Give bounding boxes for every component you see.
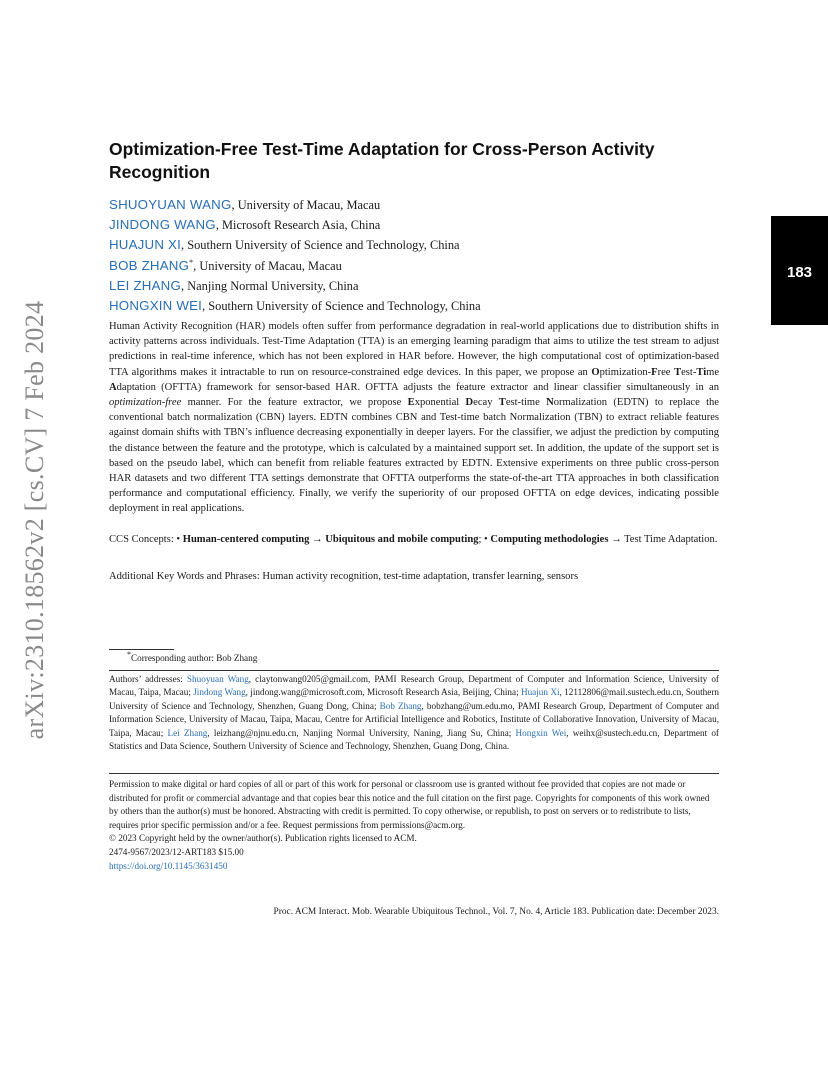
acronym-letter: D — [465, 396, 474, 408]
author-line — [109, 256, 729, 276]
ccs-concept: Human-centered computing → Ubiquitous and mobile computing — [182, 534, 479, 545]
arxiv-watermark — [10, 290, 60, 750]
footnote-divider — [109, 649, 174, 650]
acronym-letter: N — [546, 396, 554, 408]
author-link[interactable]: Hongxin Wei — [515, 727, 567, 738]
permission-divider — [109, 773, 719, 774]
abstract-text: est- — [681, 366, 697, 378]
abstract-text: me — [706, 366, 720, 378]
acronym-letter: T — [498, 396, 506, 408]
address-text: , bobzhang@um.edu.mo, PAMI Research Group, Department of Computer and Information Science, University of Macau, Taipa, Macau, Centre for Artificial Intelligence and Robotics, Institute of Collaborative Innovation, University of Macau, Taipa, Macau; — [109, 700, 719, 738]
author-link[interactable]: Jindong Wang — [193, 687, 246, 698]
abstract-text: ormalization (EDTN) to replace the conventional batch normalization (CBN) layers. EDTN combines CBN and Test-time batch Normalization (TBN) to extract reliable features against domain shifts with TBN’s influence decreasing exponentially in deeper layers. For the classifier, we adjust the prediction by computing the distance between the feature and the prototype, which is calculated by a maintained support set. In addition, the update of the support set is based on the pseudo label, which can benefit from reliable features extracted by EDTN. Extensive experiments on three public cross-person HAR datasets and two different TTA settings demonstrate that OFTTA outperforms the state-of-the-art TTA approaches in both classification performance and computational efficiency. Finally, we verify the superiority of our proposed OFTTA on edge devices, indicating possible deployment in real applications. — [109, 396, 719, 515]
acronym-letter: A — [109, 381, 117, 393]
abstract-text: manner. For the feature extractor, we propose — [181, 396, 408, 408]
journal-footer: Proc. ACM Interact. Mob. Wearable Ubiquitous Technol., Vol. 7, No. 4, Article 183. Publication date: December 2023. — [273, 907, 719, 917]
corresponding-mark: * — [189, 257, 194, 267]
ccs-concepts — [109, 532, 719, 547]
permission-text: Permission to make digital or hard copies of all or part of this work for personal or classroom use is granted without fee provided that copies are not made or distributed for profit or commercial advantage and that copies bear this notice and the full citation on the first page. Copyrights for components of this work owned by others than the author(s) must be honored. Abstracting with credit is permitted. To copy otherwise, or republish, to post on servers or to redistribute to lists, requires prior specific permission and/or a fee. Request permissions from permissions@acm.org. — [109, 779, 710, 830]
acronym-letter: T — [674, 366, 682, 378]
author-name[interactable]: HONGXIN WEI — [109, 298, 203, 314]
acronym-letter: F — [651, 366, 658, 378]
author-affiliation: , Microsoft Research Asia, China — [215, 218, 381, 233]
ccs-concept: Test Time Adaptation. — [621, 534, 718, 545]
page-number-tab — [771, 216, 828, 325]
author-link[interactable]: Lei Zhang — [167, 727, 208, 738]
author-name[interactable]: LEI ZHANG — [109, 277, 181, 293]
author-name[interactable]: JINDONG WANG — [109, 217, 216, 233]
author-line — [109, 276, 729, 296]
author-line — [109, 235, 729, 255]
ccs-prefix: CCS Concepts: • — [109, 534, 183, 545]
author-name[interactable]: SHUOYUAN WANG — [109, 197, 232, 212]
author-name[interactable]: HUAJUN XI — [109, 237, 181, 253]
footnote-text: Corresponding author: Bob Zhang — [131, 653, 258, 663]
author-affiliation: , University of Macau, Macau — [231, 198, 381, 212]
address-text: , leizhang@njnu.edu.cn, Nanjing Normal University, Naning, Jiang Su, China; — [207, 727, 516, 738]
abstract-emphasis: optimization-free — [109, 396, 182, 408]
copyright-line: © 2023 Copyright held by the owner/author(s). Publication rights licensed to ACM. — [109, 833, 417, 844]
addresses-divider — [109, 670, 719, 671]
address-text: , weihx@sustech.edu.cn, Department of Statistics and Data Science, Southern University of Science and Technology, Shenzhen, Guang Dong, China. — [109, 727, 719, 752]
permission-block — [109, 778, 719, 873]
author-line — [109, 195, 729, 215]
author-list — [109, 195, 729, 316]
abstract-text: Human Activity Recognition (HAR) models often suffer from performance degradation in real-world applications due to distribution shifts in activity patterns across individuals. Test-Time Adaptation (TTA) is an emerging learning paradigm that aims to utilize the test stream to adjust predictions in real-time inference, which has not been explored in HAR before. However, the high computational cost of optimization-based TTA algorithms makes it intractable to run on resource-constrained edge devices. In this paper, we propose an — [109, 321, 719, 378]
abstract-text: est-time — [505, 396, 547, 408]
author-link[interactable]: Shuoyuan Wang — [186, 674, 249, 684]
paper-title: Optimization-Free Test-Time Adaptation for Cross-Person Activity Recognition — [109, 139, 655, 182]
ccs-concept: Computing methodologies → — [490, 534, 622, 545]
author-addresses — [109, 673, 719, 753]
doi-link[interactable]: https://doi.org/10.1145/3631450 — [109, 860, 228, 871]
address-text: , 12112806@mail.sustech.edu.cn, Southern University of Science and Technology, Shenzhen, Guang Dong, China; — [109, 687, 719, 711]
abstract-text: xponential — [414, 396, 466, 408]
author-line — [109, 296, 729, 316]
author-affiliation: , Southern University of Science and Technology, China — [202, 299, 481, 314]
address-text: , claytonwang0205@gmail.com, PAMI Research Group, Department of Computer and Information Science, University of Macau, Taipa, Macau; — [109, 674, 719, 698]
author-link[interactable]: Huajun Xi — [520, 687, 560, 698]
address-text: , jindong.wang@microsoft.com, Microsoft Research Asia, Beijing, China; — [245, 687, 521, 698]
author-link[interactable]: Bob Zhang — [379, 700, 422, 711]
keywords: Additional Key Words and Phrases: Human activity recognition, test-time adaptation, transfer learning, sensors — [109, 571, 579, 582]
page-number: 183 — [786, 264, 813, 281]
abstract-text: ecay — [473, 396, 499, 408]
author-affiliation: , Nanjing Normal University, China — [181, 278, 359, 293]
acronym-letter: Ti — [696, 366, 707, 378]
author-affiliation: , University of Macau, Macau — [193, 258, 342, 273]
acronym-letter: O — [591, 366, 600, 378]
address-text: Authors’ addresses: — [109, 674, 187, 684]
abstract — [109, 319, 719, 516]
abstract-text: daptation (OFTTA) framework for sensor-based HAR. OFTTA adjusts the feature extractor and linear classifier simultaneously in an — [116, 381, 719, 393]
author-line — [109, 215, 729, 235]
acronym-letter: E — [407, 396, 415, 408]
arxiv-id: arXiv:2310.18562v2 [cs.CV] 7 Feb 2024 — [20, 300, 49, 740]
ccs-separator: ; • — [478, 534, 491, 545]
footnote — [109, 649, 719, 665]
footnote-mark: * — [127, 649, 131, 659]
author-affiliation: , Southern University of Science and Technology, China — [181, 238, 460, 253]
abstract-text: ree — [657, 366, 675, 378]
issn-line: 2474-9567/2023/12-ART183 $15.00 — [109, 846, 244, 857]
author-name[interactable]: BOB ZHANG — [109, 257, 190, 273]
abstract-text: ptimization- — [599, 366, 652, 378]
